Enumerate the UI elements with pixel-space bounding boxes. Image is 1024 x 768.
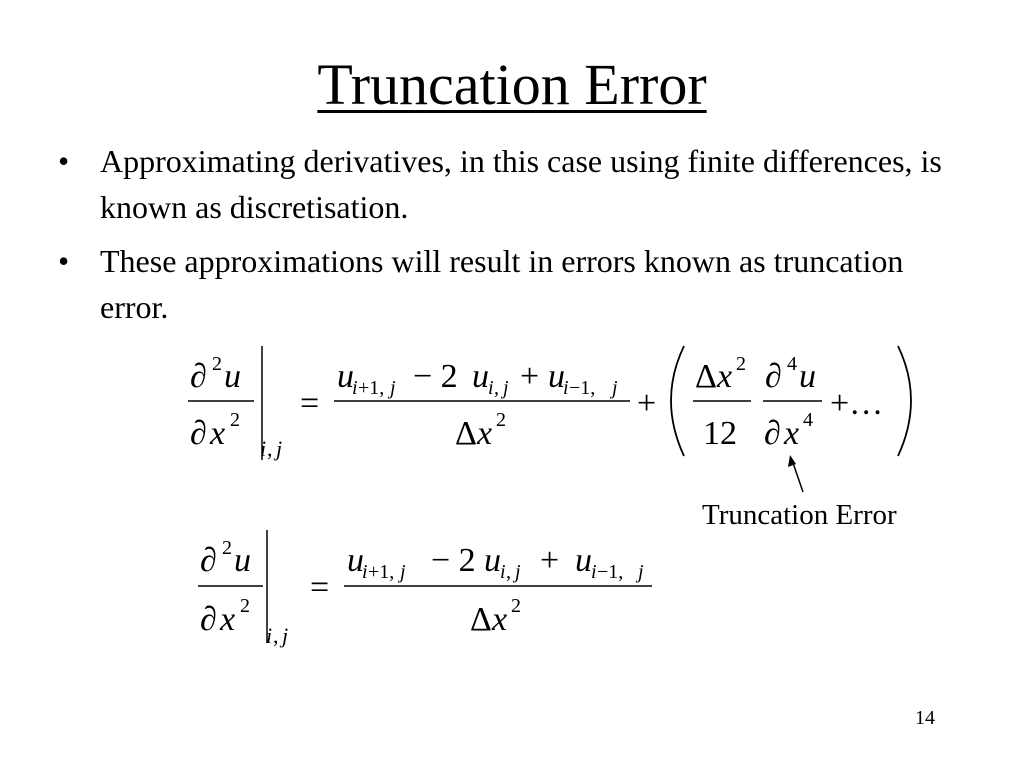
svg-text:u: u <box>347 542 364 579</box>
svg-text:∂: ∂ <box>190 415 207 452</box>
svg-text:+1,: +1, <box>358 377 385 399</box>
equation-with-truncation-error <box>188 346 911 461</box>
svg-text:+: + <box>540 542 560 579</box>
finite-difference-equation <box>198 530 652 648</box>
svg-text:2: 2 <box>222 537 232 559</box>
svg-text:Δ: Δ <box>695 358 717 395</box>
svg-text:−1,: −1, <box>569 377 596 399</box>
svg-text:∂: ∂ <box>190 358 207 395</box>
svg-text:x: x <box>492 601 508 638</box>
svg-text:u: u <box>484 542 501 579</box>
svg-text:4: 4 <box>787 353 797 375</box>
svg-text:− 2: − 2 <box>431 542 476 579</box>
svg-text:i: i <box>266 623 273 648</box>
svg-text:j: j <box>503 377 509 399</box>
page-number: 14 <box>915 707 935 729</box>
svg-text:u: u <box>224 358 241 395</box>
svg-text:,: , <box>494 377 499 399</box>
svg-text:2: 2 <box>240 595 250 617</box>
svg-text:x: x <box>210 415 226 452</box>
svg-text:+1,: +1, <box>368 561 395 583</box>
bullet-dot: • <box>58 243 70 279</box>
svg-text:i: i <box>352 377 358 399</box>
svg-text:i: i <box>362 561 368 583</box>
svg-text:x: x <box>220 601 236 638</box>
svg-text:j: j <box>282 623 289 648</box>
svg-text:i: i <box>260 436 267 461</box>
svg-text:+: + <box>637 385 657 422</box>
svg-text:Δ: Δ <box>455 415 477 452</box>
svg-text:u: u <box>575 542 592 579</box>
svg-text:,: , <box>273 623 279 648</box>
svg-text:+: + <box>520 358 540 395</box>
svg-text:x: x <box>477 415 493 452</box>
svg-text:i: i <box>488 377 494 399</box>
svg-text:− 2: − 2 <box>413 358 458 395</box>
svg-text:4: 4 <box>803 409 813 431</box>
svg-text:j: j <box>515 561 521 583</box>
svg-text:u: u <box>472 358 489 395</box>
svg-text:2: 2 <box>736 353 746 375</box>
slide-title: Truncation Error <box>317 52 707 117</box>
svg-text:,: , <box>267 436 273 461</box>
svg-text:u: u <box>337 358 354 395</box>
truncation-error-label: Truncation Error <box>702 499 897 531</box>
svg-text:x: x <box>717 358 733 395</box>
svg-text:u: u <box>234 542 251 579</box>
svg-text:j: j <box>276 436 283 461</box>
svg-text:12: 12 <box>703 415 737 452</box>
svg-text:=: = <box>300 385 320 422</box>
svg-text:∂: ∂ <box>200 601 217 638</box>
svg-text:x: x <box>784 415 800 452</box>
svg-text:+…: +… <box>830 385 884 422</box>
svg-text:i: i <box>591 561 597 583</box>
svg-text:∂: ∂ <box>764 415 781 452</box>
svg-text:j: j <box>390 377 396 399</box>
svg-text:Δ: Δ <box>470 601 492 638</box>
svg-text:j: j <box>400 561 406 583</box>
svg-text:2: 2 <box>212 353 222 375</box>
bullet-dot: • <box>58 143 70 179</box>
truncation-error-arrow <box>788 455 803 492</box>
svg-text:−1,: −1, <box>597 561 624 583</box>
svg-text:u: u <box>799 358 816 395</box>
svg-text:i: i <box>500 561 506 583</box>
svg-text:=: = <box>310 569 330 606</box>
svg-text:2: 2 <box>496 409 506 431</box>
bullet-item: • These approximations will result in errors known as truncation error. <box>58 238 958 330</box>
svg-text:2: 2 <box>230 409 240 431</box>
svg-text:u: u <box>548 358 565 395</box>
svg-text:∂: ∂ <box>200 542 217 579</box>
svg-text:i: i <box>563 377 569 399</box>
svg-text:j: j <box>638 561 644 583</box>
svg-text:∂: ∂ <box>765 358 782 395</box>
svg-text:j: j <box>612 377 618 399</box>
bullet-item: • Approximating derivatives, in this case using finite differences, is known as discretisation. <box>58 138 958 230</box>
svg-text:,: , <box>506 561 511 583</box>
svg-text:2: 2 <box>511 595 521 617</box>
